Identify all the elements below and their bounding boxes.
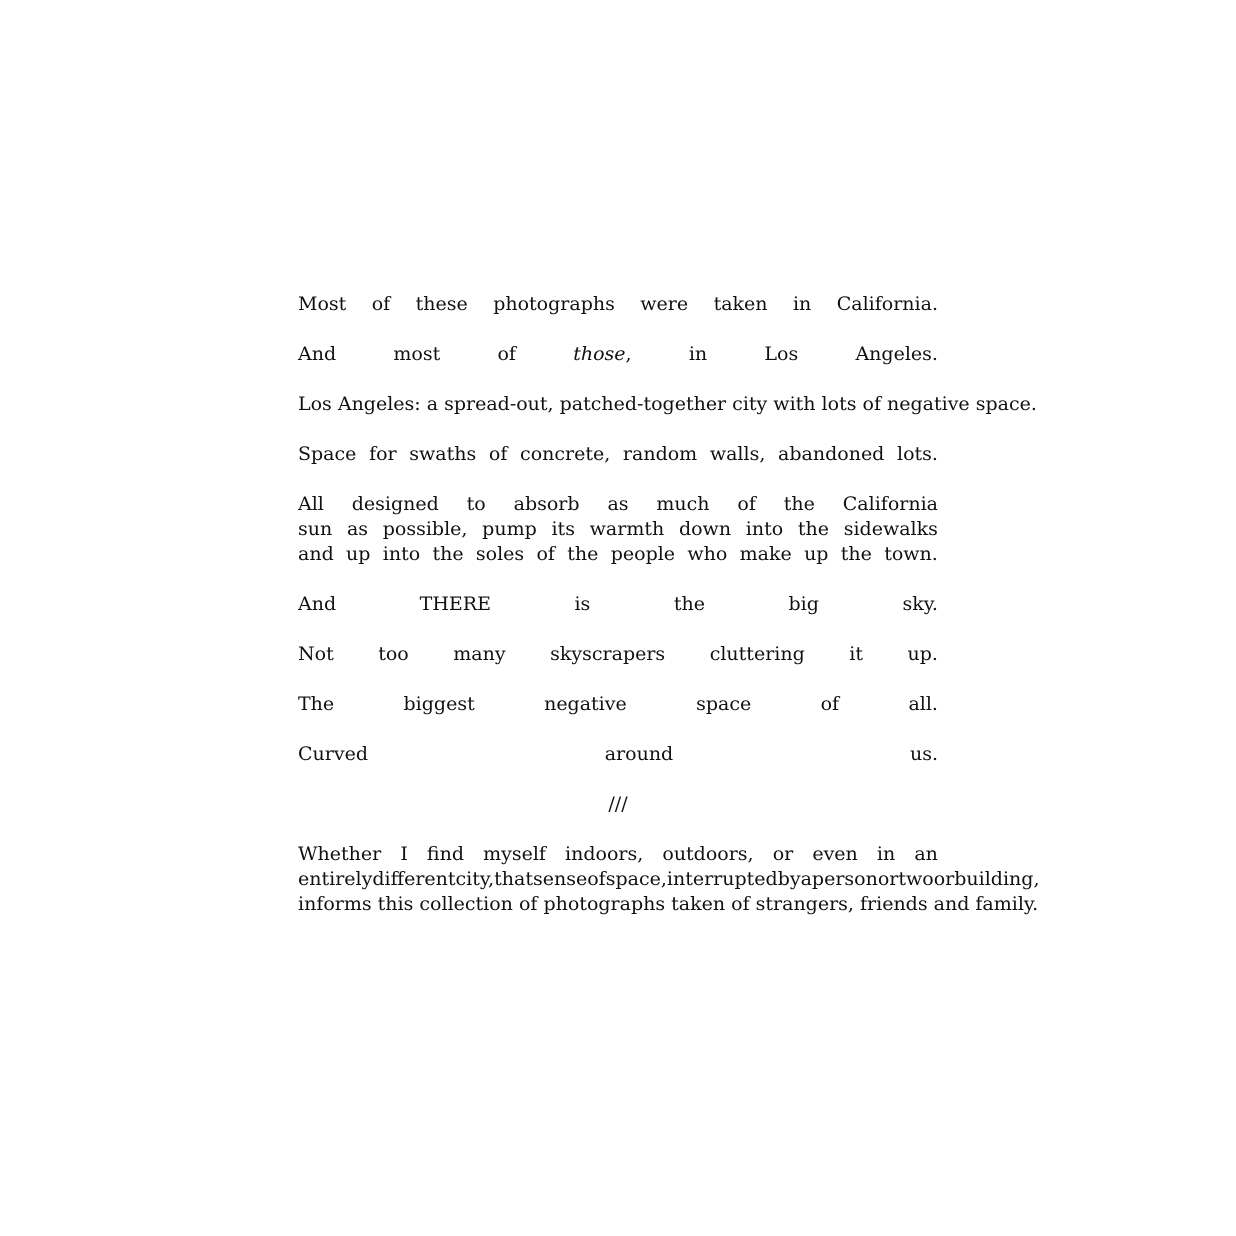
word: the [673,593,705,615]
word: soles [475,543,525,565]
word: And [298,593,337,615]
word: town. [884,543,938,565]
text-line [298,592,938,617]
word: by [777,868,801,890]
word: sky. [902,593,938,615]
word: into [745,518,784,540]
text-line [298,392,1037,417]
word: find [426,843,464,865]
word: or [933,868,955,890]
word: up [804,543,829,565]
word: in [688,343,708,365]
word: indoors, [565,843,644,865]
word: photographs [493,293,615,315]
word: of [371,293,391,315]
word: swaths [409,443,477,465]
word: or [877,868,899,890]
text-line [298,542,938,567]
word: skyscrapers [550,643,666,665]
word: for [369,443,397,465]
text-line [298,692,938,717]
word: Most [298,293,347,315]
word: And [298,343,337,365]
paragraph-gap [298,317,938,342]
word: big [788,593,819,615]
word: its [551,518,575,540]
word [573,342,631,367]
word: warmth [589,518,665,540]
word: The [298,693,335,715]
word: building, [954,868,1040,890]
word: into [382,543,421,565]
word: Space [298,443,357,465]
word: All [298,493,324,515]
paragraph [298,842,1040,917]
word: California. [836,293,938,315]
text-page [298,292,1040,917]
word: sun [298,518,333,540]
paragraph-gap [298,717,938,742]
word: down [678,518,732,540]
word: absorb [513,493,580,515]
text-line [298,292,938,317]
word: walls, [709,443,766,465]
text-line [298,492,938,517]
word: outdoors, [662,843,754,865]
word: the [797,518,830,540]
word: an [914,843,938,865]
word: person [811,868,878,890]
word: as [607,493,629,515]
paragraph-gap [298,567,938,592]
paragraph-gap [298,667,938,692]
word: make [739,543,792,565]
word: taken [713,293,768,315]
word: or [772,843,794,865]
word: city, [455,868,495,890]
word: lots. [897,443,938,465]
word: that [494,868,533,890]
word: of [497,343,516,365]
word: the [840,543,872,565]
word: most [393,343,441,365]
word: much [656,493,710,515]
word: THERE [419,593,491,615]
word: were [640,293,689,315]
word: of [488,443,508,465]
word: cluttering [709,643,805,665]
paragraph-gap [298,417,938,442]
word: sense [532,868,588,890]
word: Curved [298,743,368,765]
word: Angeles. [855,343,938,365]
text-line [298,867,1040,892]
word: and [298,543,334,565]
word: up [346,543,371,565]
paragraph-gap [298,617,938,642]
word: us. [909,743,938,765]
word: California [842,493,938,515]
word: these [415,293,468,315]
word: in [792,293,812,315]
word: Not [298,643,334,665]
paragraph [298,642,938,667]
word: entirely [298,868,373,890]
word: sidewalks [843,518,938,540]
word: in [876,843,896,865]
word: too [378,643,409,665]
word: two [898,868,934,890]
word: of [536,543,555,565]
paragraph [298,792,938,817]
paragraph [298,492,938,567]
italic-word: those [573,343,626,365]
word: concrete, [520,443,611,465]
word: Whether [298,843,382,865]
word: informs this collection of photographs taken of strangers, friends and family. [298,893,1039,915]
text-line [298,842,938,867]
word: the [432,543,464,565]
word: myself [483,843,546,865]
word: many [453,643,506,665]
text-line [298,342,938,367]
paragraph [298,442,938,467]
paragraph [298,742,938,767]
word: I [400,843,408,865]
word: different [372,868,456,890]
word: pump [482,518,537,540]
word: a [800,868,812,890]
word: to [466,493,486,515]
word: even [812,843,858,865]
word: of [587,868,606,890]
paragraph [298,592,938,617]
text-line [298,442,938,467]
word: of [820,693,840,715]
word: all. [908,693,938,715]
word: interrupted [666,868,778,890]
text-line [298,892,1039,917]
paragraph [298,392,1037,417]
text-line [298,642,938,667]
paragraph [298,342,938,367]
word: the [567,543,599,565]
word: negative [544,693,627,715]
word: designed [351,493,439,515]
text-line [298,742,938,767]
word: space, [605,868,667,890]
word: /// [608,793,628,815]
word: up. [907,643,938,665]
text-line [298,792,938,817]
word: as [346,518,369,540]
paragraph [298,292,938,317]
word: Los Angeles: a spread-out, patched-together city with lots of negative space. [298,393,1037,415]
paragraph-gap [298,467,938,492]
word: of [737,493,756,515]
text-line [298,517,938,542]
word: who [687,543,728,565]
paragraph [298,692,938,717]
word: around [604,743,674,765]
paragraph-gap [298,767,938,792]
word: space [696,693,752,715]
word: the [783,493,815,515]
word-suffix: , [625,343,632,365]
word: it [849,643,863,665]
word: Los [764,343,799,365]
word: random [622,443,698,465]
word: biggest [403,693,475,715]
paragraph-gap [298,817,938,842]
word: is [574,593,591,615]
paragraph-gap [298,367,938,392]
word: people [610,543,676,565]
word: abandoned [778,443,885,465]
word: possible, [382,518,468,540]
